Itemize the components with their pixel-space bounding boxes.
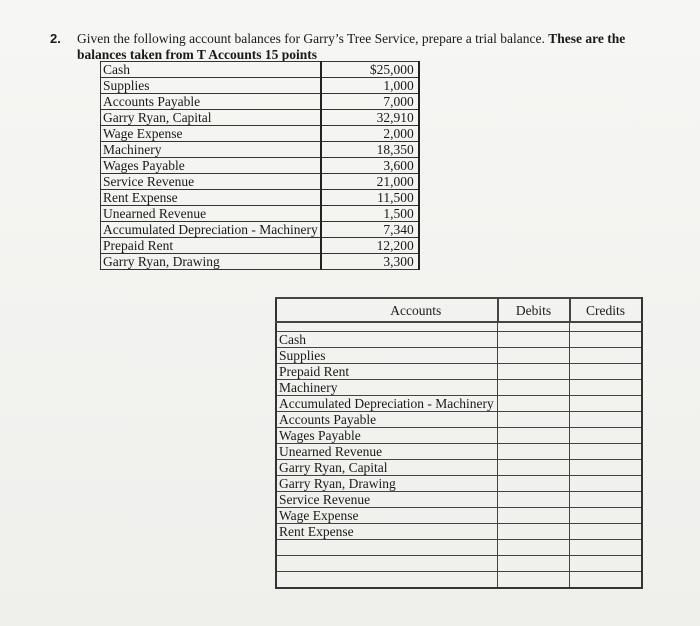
balance-amount: 7,340	[321, 222, 419, 238]
spacer-cell	[570, 322, 642, 332]
trial-balance-row	[276, 524, 642, 540]
debits-header: Debits	[498, 298, 570, 322]
debit-cell[interactable]	[498, 444, 570, 460]
trial-balance-row	[276, 540, 642, 556]
credit-cell[interactable]	[570, 412, 642, 428]
balance-row	[101, 110, 419, 126]
credit-cell[interactable]	[570, 540, 642, 556]
balance-amount: 11,500	[321, 190, 419, 206]
accounts-header: Accounts	[276, 298, 498, 322]
credit-cell[interactable]	[570, 524, 642, 540]
balance-amount: 2,000	[321, 126, 419, 142]
trial-balance-account: Unearned Revenue	[276, 444, 498, 460]
balance-account: Prepaid Rent	[101, 238, 321, 254]
credits-header: Credits	[570, 298, 642, 322]
balance-account: Accumulated Depreciation - Machinery	[101, 222, 321, 238]
question-prompt	[77, 31, 677, 63]
trial-balance-row	[276, 332, 642, 348]
balance-amount: $25,000	[321, 62, 419, 78]
balance-amount: 1,500	[321, 206, 419, 222]
balance-account: Wage Expense	[101, 126, 321, 142]
balance-account: Wages Payable	[101, 158, 321, 174]
balance-account: Unearned Revenue	[101, 206, 321, 222]
balance-account: Machinery	[101, 142, 321, 158]
trial-balance-row	[276, 364, 642, 380]
balance-row	[101, 126, 419, 142]
balance-account: Accounts Payable	[101, 94, 321, 110]
credit-cell[interactable]	[570, 492, 642, 508]
balance-row	[101, 142, 419, 158]
balance-row	[101, 206, 419, 222]
balance-row	[101, 62, 419, 78]
trial-balance-row	[276, 380, 642, 396]
balance-amount: 12,200	[321, 238, 419, 254]
trial-balance-row	[276, 396, 642, 412]
trial-balance-header-row	[276, 298, 642, 322]
balance-amount: 7,000	[321, 94, 419, 110]
balance-row	[101, 254, 419, 270]
credit-cell[interactable]	[570, 460, 642, 476]
question-bold-text: These are the balances taken from T Accounts 15 points	[77, 31, 626, 62]
balance-row	[101, 174, 419, 190]
trial-balance-row	[276, 508, 642, 524]
debit-cell[interactable]	[498, 412, 570, 428]
trial-balance-account: Wages Payable	[276, 428, 498, 444]
debit-cell[interactable]	[498, 428, 570, 444]
debit-cell[interactable]	[498, 556, 570, 572]
trial-balance-account	[276, 572, 498, 589]
question-number: 2.	[50, 31, 61, 46]
balance-row	[101, 158, 419, 174]
spacer-cell	[276, 322, 498, 332]
debit-cell[interactable]	[498, 364, 570, 380]
debit-cell[interactable]	[498, 348, 570, 364]
balance-amount: 1,000	[321, 78, 419, 94]
balance-row	[101, 222, 419, 238]
trial-balance-account: Rent Expense	[276, 524, 498, 540]
debit-cell[interactable]	[498, 476, 570, 492]
debit-cell[interactable]	[498, 460, 570, 476]
question-text: Given the following account balances for Garry’s Tree Service, prepare a trial balance.	[77, 31, 545, 46]
balance-account: Garry Ryan, Capital	[101, 110, 321, 126]
header-spacer-row	[276, 322, 642, 332]
credit-cell[interactable]	[570, 364, 642, 380]
trial-balance-account: Wage Expense	[276, 508, 498, 524]
balance-amount: 3,600	[321, 158, 419, 174]
credit-cell[interactable]	[570, 508, 642, 524]
balance-account: Cash	[101, 62, 321, 78]
credit-cell[interactable]	[570, 476, 642, 492]
credit-cell[interactable]	[570, 572, 642, 589]
trial-balance-account: Accumulated Depreciation - Machinery	[276, 396, 498, 412]
credit-cell[interactable]	[570, 332, 642, 348]
debit-cell[interactable]	[498, 396, 570, 412]
trial-balance-account	[276, 540, 498, 556]
credit-cell[interactable]	[570, 348, 642, 364]
trial-balance-row	[276, 412, 642, 428]
trial-balance-row	[276, 444, 642, 460]
trial-balance-account: Supplies	[276, 348, 498, 364]
debit-cell[interactable]	[498, 572, 570, 589]
balance-row	[101, 238, 419, 254]
trial-balance-row	[276, 460, 642, 476]
trial-balance-row	[276, 428, 642, 444]
balance-amount: 21,000	[321, 174, 419, 190]
balance-row	[101, 94, 419, 110]
balance-amount: 32,910	[321, 110, 419, 126]
debit-cell[interactable]	[498, 492, 570, 508]
balance-account: Supplies	[101, 78, 321, 94]
trial-balance-account: Accounts Payable	[276, 412, 498, 428]
trial-balance-row	[276, 348, 642, 364]
credit-cell[interactable]	[570, 428, 642, 444]
trial-balance-account: Service Revenue	[276, 492, 498, 508]
trial-balance-row	[276, 572, 642, 589]
debit-cell[interactable]	[498, 540, 570, 556]
balance-row	[101, 190, 419, 206]
trial-balance-account: Garry Ryan, Capital	[276, 460, 498, 476]
credit-cell[interactable]	[570, 556, 642, 572]
trial-balance-account	[276, 556, 498, 572]
balance-account: Service Revenue	[101, 174, 321, 190]
debit-cell[interactable]	[498, 332, 570, 348]
spacer-cell	[498, 322, 570, 332]
balance-row	[101, 78, 419, 94]
balance-amount: 18,350	[321, 142, 419, 158]
trial-balance-account: Cash	[276, 332, 498, 348]
trial-balance-table	[275, 297, 643, 589]
trial-balance-account: Prepaid Rent	[276, 364, 498, 380]
trial-balance-account: Machinery	[276, 380, 498, 396]
balance-account: Garry Ryan, Drawing	[101, 254, 321, 270]
trial-balance-row	[276, 476, 642, 492]
credit-cell[interactable]	[570, 380, 642, 396]
credit-cell[interactable]	[570, 444, 642, 460]
debit-cell[interactable]	[498, 380, 570, 396]
trial-balance-account: Garry Ryan, Drawing	[276, 476, 498, 492]
balance-account: Rent Expense	[101, 190, 321, 206]
debit-cell[interactable]	[498, 524, 570, 540]
balance-amount: 3,300	[321, 254, 419, 270]
account-balances-table	[100, 61, 420, 270]
trial-balance-row	[276, 492, 642, 508]
trial-balance-row	[276, 556, 642, 572]
debit-cell[interactable]	[498, 508, 570, 524]
credit-cell[interactable]	[570, 396, 642, 412]
